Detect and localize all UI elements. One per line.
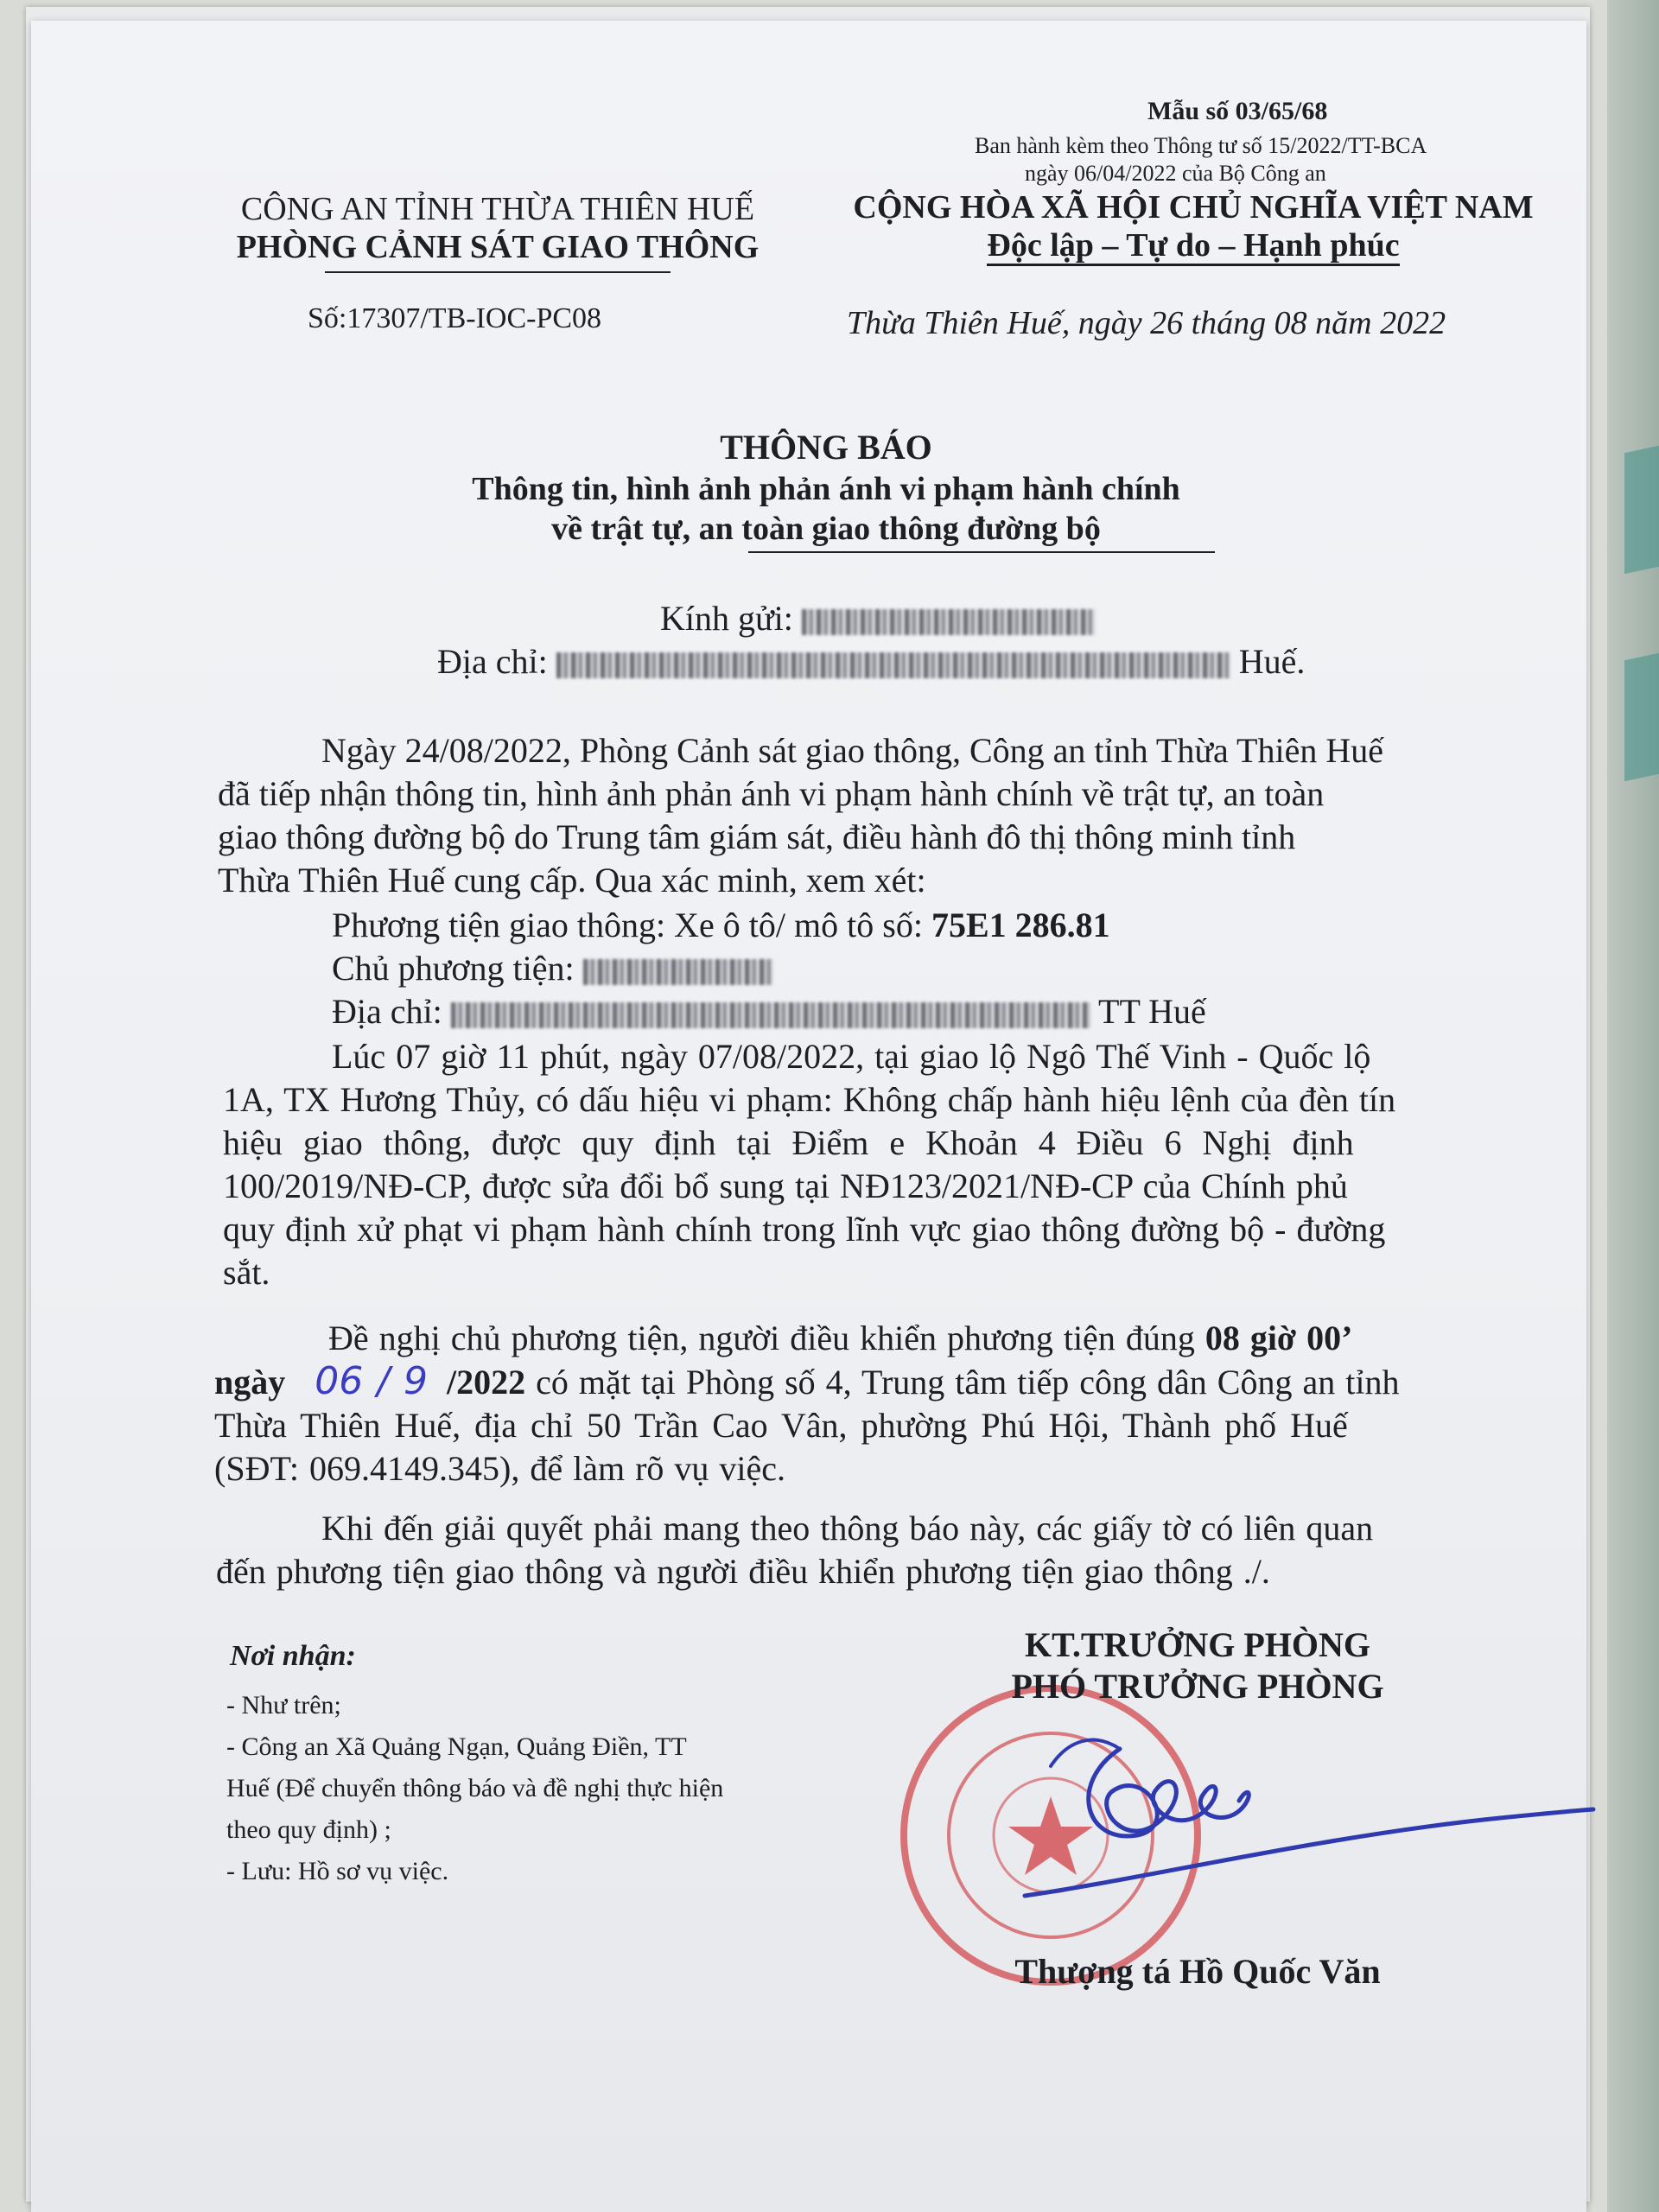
- nation-motto: Độc lập – Tự do – Hạnh phúc: [791, 226, 1595, 264]
- paragraph-line: đã tiếp nhận thông tin, hình ảnh phản ánh vi phạm hành chính về trật tự, an toàn: [218, 774, 1325, 813]
- vehicle-line: [332, 904, 1110, 947]
- signer-name: Thượng tá Hồ Quốc Văn: [1014, 1952, 1381, 1991]
- paragraph-4: [216, 1507, 1373, 1593]
- document-number: Số:17307/TB-IOC-PC08: [308, 302, 602, 334]
- paragraph-line: (SĐT: 069.4149.345), để làm rõ vụ việc.: [214, 1449, 786, 1488]
- paragraph-line: Đề nghị chủ phương tiện, người điều khiển phương tiện đúng 08 giờ 00’: [328, 1319, 1353, 1357]
- department-name: PHÒNG CẢNH SÁT GIAO THÔNG: [236, 229, 760, 265]
- paragraph-line: ngày 06 / 9 /2022 có mặt tại Phòng số 4, Trung tâm tiếp công dân Công an tỉnh: [214, 1359, 1400, 1403]
- paragraph-3: [214, 1317, 1399, 1491]
- redacted-owner-name: [583, 959, 773, 985]
- paragraph-line: giao thông đường bộ do Trung tâm giám sát, điều hành đô thị thông minh tỉnh: [218, 817, 1296, 856]
- document-title: THÔNG BÁO: [720, 428, 932, 467]
- recipient-address-tail: Huế.: [1238, 642, 1306, 681]
- paragraph-line: 1A, TX Hương Thủy, có dấu hiệu vi phạm: Không chấp hành hiệu lệnh của đèn tín: [223, 1080, 1396, 1119]
- recipient-line: [660, 598, 1096, 639]
- header-divider: [325, 271, 671, 273]
- paragraph-line: Thừa Thiên Huế cung cấp. Qua xác minh, xem xét:: [218, 861, 926, 899]
- signature-icon: [1016, 1714, 1604, 1939]
- paragraph-line: hiệu giao thông, được quy định tại Điểm e Khoản 4 Điều 6 Nghị định: [223, 1123, 1354, 1162]
- recipients-list: [226, 1685, 723, 1892]
- background-tile: [1624, 446, 1659, 575]
- paragraph-line: Khi đến giải quyết phải mang theo thông báo này, các giấy tờ có liên quan: [321, 1509, 1374, 1548]
- form-issued: Ban hành kèm theo Thông tư số 15/2022/TT-BCA: [975, 133, 1427, 158]
- background-surface: [1607, 0, 1659, 2212]
- form-issued-date: ngày 06/04/2022 của Bộ Công an: [1025, 161, 1326, 186]
- recipients-item: - Công an Xã Quảng Ngạn, Quảng Điền, TT: [226, 1732, 687, 1761]
- paragraph-line: quy định xử phạt vi phạm hành chính trong lĩnh vực giao thông đường bộ - đường: [223, 1210, 1386, 1249]
- document-subtitle-1: Thông tin, hình ảnh phản ánh vi phạm hành chính: [472, 471, 1180, 507]
- appointment-time: 08 giờ 00’: [1205, 1319, 1353, 1357]
- signature-title-1: KT.TRƯỞNG PHÒNG: [1025, 1625, 1370, 1664]
- appointment-year: /2022: [447, 1363, 526, 1402]
- recipients-item: Huế (Để chuyển thông báo và đề nghị thực hiện: [226, 1774, 724, 1802]
- paragraph-2: [223, 1035, 1395, 1294]
- owner-address-tail: TT Huế: [1098, 992, 1206, 1031]
- recipient-address-line: [437, 641, 1305, 682]
- owner-address-line: [332, 990, 1206, 1033]
- redacted-recipient-name: [802, 609, 1096, 635]
- paragraph-line: 100/2019/NĐ-CP, được sửa đổi bổ sung tại NĐ123/2021/NĐ-CP của Chính phủ: [223, 1166, 1348, 1205]
- place-date: Thừa Thiên Huế, ngày 26 tháng 08 năm 2022: [847, 305, 1446, 341]
- vehicle-label: Phương tiện giao thông: Xe ô tô/ mô tô số:: [332, 906, 931, 944]
- paragraph-line: Ngày 24/08/2022, Phòng Cảnh sát giao thông, Công an tỉnh Thừa Thiên Huế: [321, 731, 1383, 770]
- title-underline: [748, 551, 1215, 553]
- paragraph-1: [218, 729, 1383, 902]
- paragraph-line: Thừa Thiên Huế, địa chỉ 50 Trần Cao Vân, phường Phú Hội, Thành phố Huế: [214, 1406, 1348, 1445]
- owner-address-label: Địa chỉ:: [332, 992, 442, 1031]
- paragraph-line: đến phương tiện giao thông và người điều khiển phương tiện giao thông ./.: [216, 1552, 1270, 1591]
- paragraph-line: Lúc 07 giờ 11 phút, ngày 07/08/2022, tại giao lộ Ngô Thế Vinh - Quốc lộ: [332, 1037, 1371, 1076]
- owner-line: [332, 947, 773, 990]
- recipients-label: Nơi nhận:: [230, 1640, 356, 1672]
- paragraph-line: sắt.: [223, 1253, 270, 1292]
- recipients-item: - Lưu: Hồ sơ vụ việc.: [226, 1857, 449, 1885]
- redacted-recipient-address: [556, 652, 1230, 678]
- signature-title-2: PHÓ TRƯỞNG PHÒNG: [1011, 1667, 1384, 1706]
- form-number: Mẫu số 03/65/68: [1147, 97, 1328, 125]
- document-subtitle-2: về trật tự, an toàn giao thông đường bộ: [551, 511, 1101, 547]
- handwritten-date: 06 / 9: [315, 1359, 429, 1403]
- owner-label: Chủ phương tiện:: [332, 949, 575, 988]
- recipients-item: - Như trên;: [226, 1691, 341, 1719]
- license-plate: 75E1 286.81: [931, 906, 1110, 944]
- background-tile: [1624, 653, 1659, 782]
- agency-name: CÔNG AN TỈNH THỪA THIÊN HUẾ: [240, 191, 755, 227]
- nation-title: CỘNG HÒA XÃ HỘI CHỦ NGHĨA VIỆT NAM: [853, 189, 1534, 226]
- recipient-label: Kính gửi:: [660, 599, 793, 638]
- recipients-item: theo quy định) ;: [226, 1815, 391, 1844]
- redacted-owner-address: [451, 1002, 1090, 1028]
- document-page: [31, 21, 1586, 2212]
- recipient-address-label: Địa chỉ:: [437, 642, 548, 681]
